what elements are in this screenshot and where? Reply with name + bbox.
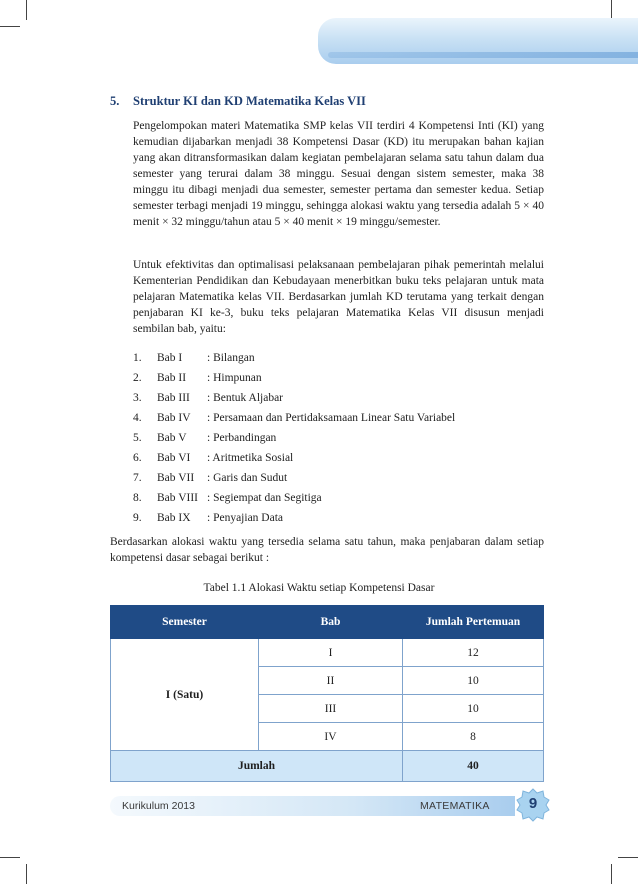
header-semester: Semester bbox=[111, 606, 259, 639]
chapter-title: : Garis dan Sudut bbox=[207, 472, 288, 484]
paragraph-textbook: Untuk efektivitas dan optimalisasi pelaksanaan pembelajaran pihak pemerintah melalui Kementerian Pendidikan dan Kebudayaan menerbitkan buku teks pelajaran untuk mata pelajaran Matematika kelas VII. Berdasarkan jumlah KD terutama yang terkait dengan penjabaran KI ke-3, buku teks pelajaran Matematika Kelas VII disusun menjadi sembilan bab, yaitu: bbox=[133, 259, 544, 335]
list-item bbox=[133, 412, 553, 432]
footer-subject: MATEMATIKA bbox=[420, 800, 490, 812]
chapter-title: : Bilangan bbox=[207, 352, 255, 364]
chapter-title: : Himpunan bbox=[207, 372, 262, 384]
chapter-number: 1. bbox=[133, 352, 142, 364]
crop-mark bbox=[611, 0, 612, 20]
bab-cell: IV bbox=[259, 723, 403, 751]
chapter-number: 8. bbox=[133, 492, 142, 504]
section-title bbox=[110, 94, 366, 109]
total-label: Jumlah bbox=[111, 751, 403, 782]
list-item bbox=[133, 372, 553, 392]
paragraph-structure: Pengelompokan materi Matematika SMP kelas VII terdiri 4 Kompetensi Inti (KI) yang kemudian dijabarkan menjadi 38 Kompetensi Dasar (KD) itu merupakan bahan kajian yang akan ditransformasikan dalam kegiatan pembelajaran selama satu tahun dalam dua semester yang terurai dalam 38 minggu. Sesuai dengan sistem semester, maka 38 minggu itu dibagi menjadi dua semester, semester pertama dan semester kedua. Setiap semester terbagi menjadi 19 minggu, sehingga alokasi waktu yang tersedia adalah 5 × 40 menit × 32 minggu/tahun atau 5 × 40 menit × 19 minggu/semester. bbox=[133, 120, 544, 228]
chapter-title: : Perbandingan bbox=[207, 432, 277, 444]
crop-mark bbox=[26, 0, 27, 20]
chapter-number: 3. bbox=[133, 392, 142, 404]
section-title-text: Struktur KI dan KD Matematika Kelas VII bbox=[133, 94, 366, 108]
bab-cell: I bbox=[259, 639, 403, 667]
chapter-title: : Bentuk Aljabar bbox=[207, 392, 284, 404]
chapter-bab: Bab II bbox=[157, 372, 187, 384]
chapter-list bbox=[133, 352, 553, 532]
page-number: 9 bbox=[528, 795, 538, 812]
header-bab: Bab bbox=[259, 606, 403, 639]
meetings-cell: 12 bbox=[403, 639, 544, 667]
table-caption: Tabel 1.1 Alokasi Waktu setiap Kompetensi Dasar bbox=[203, 582, 435, 594]
section-number: 5. bbox=[110, 94, 120, 108]
chapter-bab: Bab VIII bbox=[157, 492, 198, 504]
semester-cell: I (Satu) bbox=[111, 639, 259, 751]
chapter-number: 6. bbox=[133, 452, 142, 464]
crop-mark bbox=[26, 864, 27, 884]
crop-mark bbox=[0, 26, 20, 27]
chapter-number: 7. bbox=[133, 472, 142, 484]
chapter-number: 9. bbox=[133, 512, 142, 524]
meetings-cell: 10 bbox=[403, 667, 544, 695]
chapter-bab: Bab VII bbox=[157, 472, 195, 484]
chapter-number: 5. bbox=[133, 432, 142, 444]
allocation-table bbox=[110, 605, 544, 782]
header-meetings: Jumlah Pertemuan bbox=[403, 606, 544, 639]
table-row bbox=[111, 639, 544, 667]
table-header-row bbox=[111, 606, 544, 639]
list-item bbox=[133, 352, 553, 372]
chapter-number: 4. bbox=[133, 412, 142, 424]
meetings-cell: 10 bbox=[403, 695, 544, 723]
bab-cell: III bbox=[259, 695, 403, 723]
crop-mark bbox=[611, 864, 612, 884]
list-item bbox=[133, 512, 553, 532]
chapter-bab: Bab IV bbox=[157, 412, 191, 424]
list-item bbox=[133, 472, 553, 492]
chapter-title: : Penyajian Data bbox=[207, 512, 284, 524]
list-item bbox=[133, 452, 553, 472]
chapter-bab: Bab III bbox=[157, 392, 190, 404]
meetings-cell: 8 bbox=[403, 723, 544, 751]
footer-curriculum: Kurikulum 2013 bbox=[122, 800, 195, 812]
list-item bbox=[133, 432, 553, 452]
chapter-bab: Bab I bbox=[157, 352, 183, 364]
table-total-row bbox=[111, 751, 544, 782]
header-decoration bbox=[318, 18, 638, 64]
crop-mark bbox=[618, 857, 638, 858]
total-value: 40 bbox=[403, 751, 544, 782]
chapter-number: 2. bbox=[133, 372, 142, 384]
chapter-title: : Aritmetika Sosial bbox=[207, 452, 294, 464]
list-item bbox=[133, 492, 553, 512]
crop-mark bbox=[0, 857, 20, 858]
chapter-bab: Bab VI bbox=[157, 452, 191, 464]
chapter-bab: Bab V bbox=[157, 432, 187, 444]
chapter-bab: Bab IX bbox=[157, 512, 191, 524]
chapter-title: : Persamaan dan Pertidaksamaan Linear Satu Variabel bbox=[207, 412, 456, 424]
bab-cell: II bbox=[259, 667, 403, 695]
chapter-title: : Segiempat dan Segitiga bbox=[207, 492, 322, 504]
paragraph-allocation: Berdasarkan alokasi waktu yang tersedia selama satu tahun, maka penjabaran dalam setiap kompetensi dasar sebagai berikut : bbox=[110, 536, 544, 564]
list-item bbox=[133, 392, 553, 412]
